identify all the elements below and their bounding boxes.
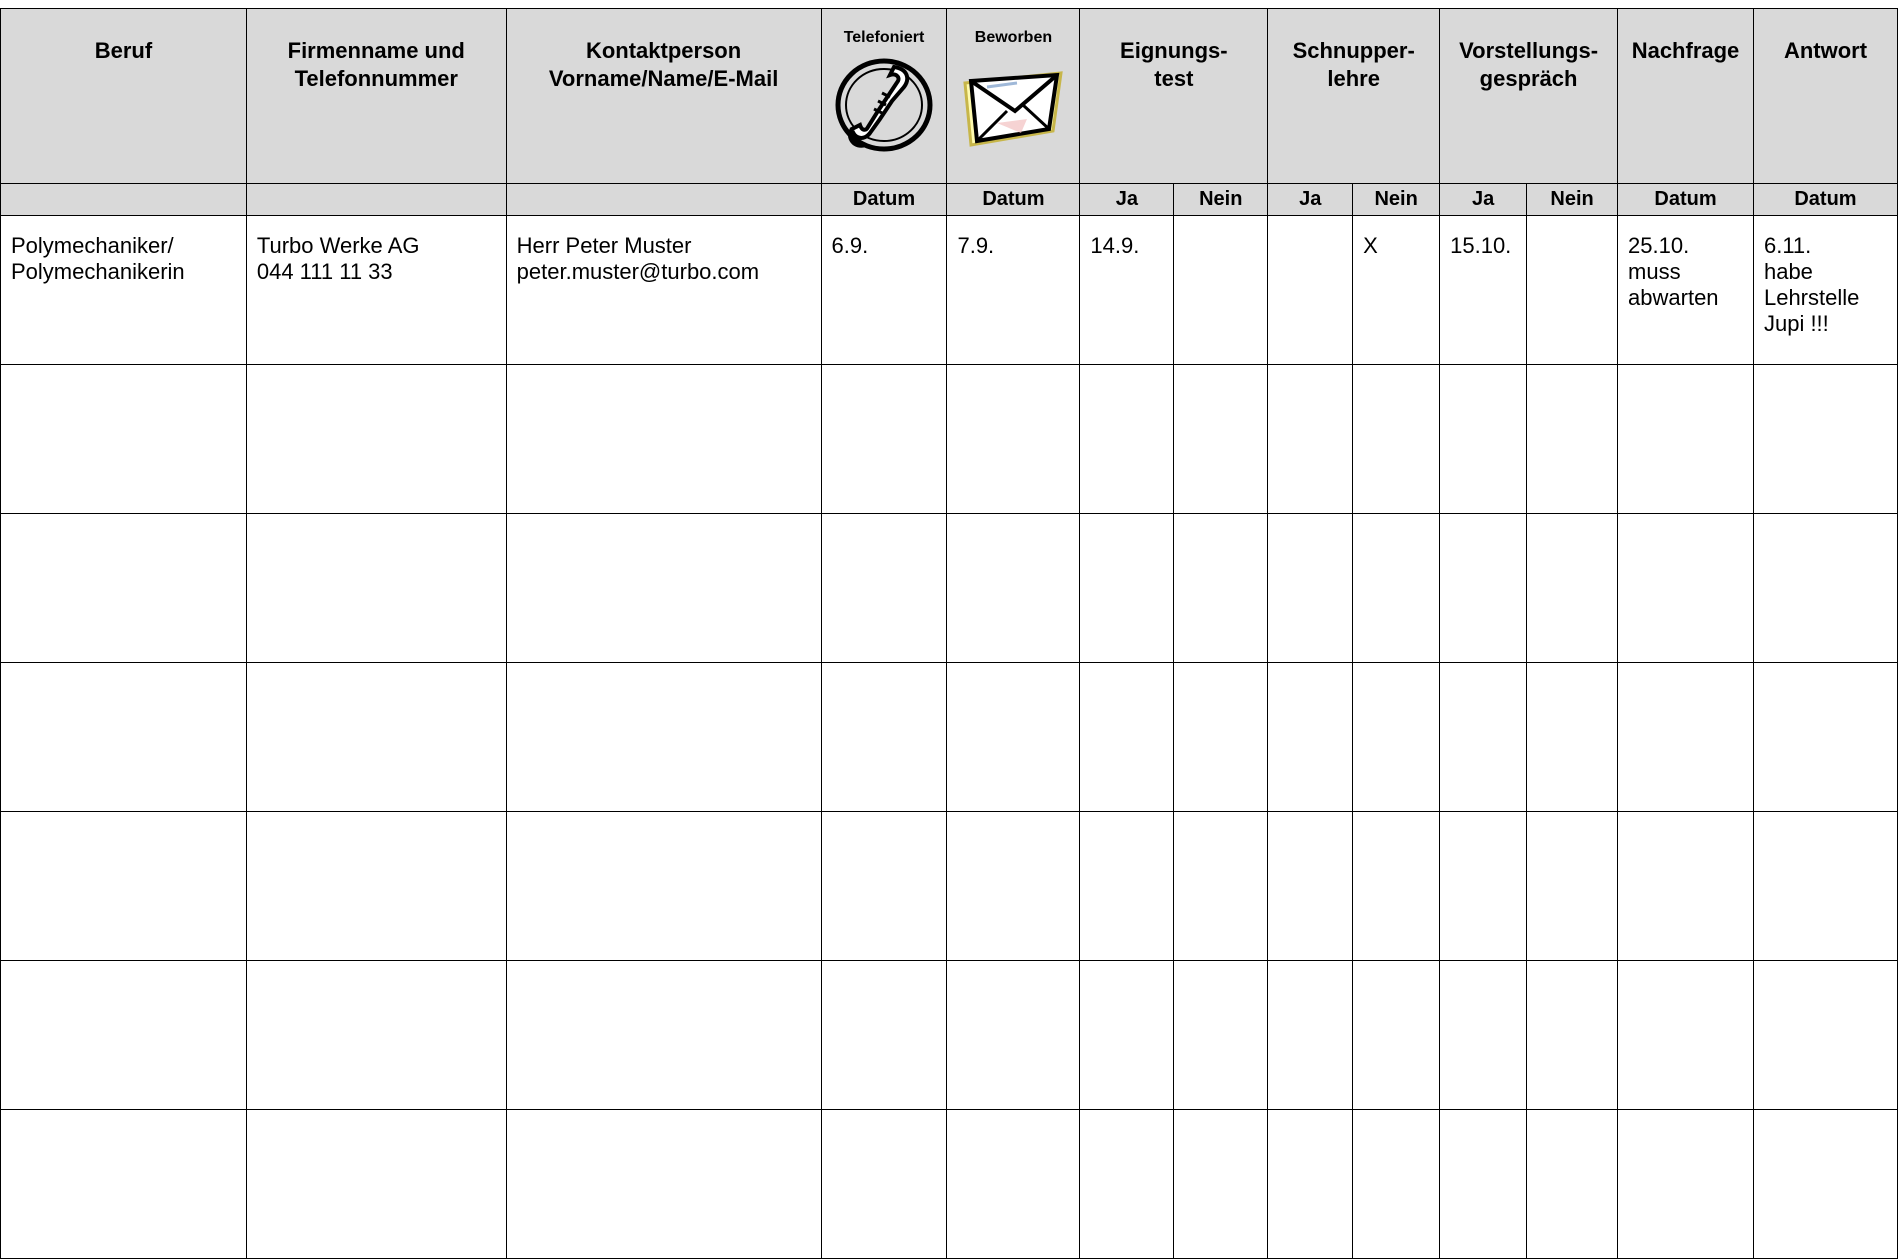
cell-firma[interactable]	[246, 365, 506, 514]
cell-beruf[interactable]	[1, 365, 247, 514]
cell-vorstellung-ja[interactable]	[1440, 1110, 1527, 1259]
cell-telefoniert[interactable]: 6.9.	[821, 216, 947, 365]
subheader-nein: Nein	[1353, 184, 1440, 216]
table-row	[1, 663, 1898, 812]
cell-vorstellung-ja[interactable]: 15.10.	[1440, 216, 1527, 365]
cell-nachfrage[interactable]	[1618, 812, 1754, 961]
cell-beruf[interactable]	[1, 961, 247, 1110]
subheader-datum: Datum	[947, 184, 1080, 216]
subheader-ja: Ja	[1268, 184, 1353, 216]
cell-vorstellung-ja[interactable]	[1440, 961, 1527, 1110]
cell-beworben[interactable]	[947, 1110, 1080, 1259]
cell-beruf[interactable]	[1, 514, 247, 663]
cell-eignung-ja[interactable]	[1080, 961, 1174, 1110]
cell-nachfrage[interactable]	[1618, 663, 1754, 812]
cell-eignung-nein[interactable]	[1174, 514, 1268, 663]
table-row	[1, 812, 1898, 961]
header-eignungstest: Eignungs- test	[1080, 9, 1268, 184]
cell-antwort[interactable]: 6.11. habe Lehrstelle Jupi !!!	[1753, 216, 1897, 365]
envelope-icon	[957, 53, 1069, 153]
cell-eignung-ja[interactable]	[1080, 1110, 1174, 1259]
cell-schnupper-ja[interactable]	[1268, 663, 1353, 812]
cell-antwort[interactable]	[1753, 961, 1897, 1110]
cell-telefoniert[interactable]	[821, 663, 947, 812]
cell-firma[interactable]: Turbo Werke AG 044 111 11 33	[246, 216, 506, 365]
cell-eignung-nein[interactable]	[1174, 365, 1268, 514]
beworben-label: Beworben	[974, 29, 1053, 46]
cell-beworben[interactable]: 7.9.	[947, 216, 1080, 365]
header-schnupperlehre: Schnupper- lehre	[1268, 9, 1440, 184]
application-tracking-table	[0, 8, 1898, 1259]
cell-beworben[interactable]	[947, 663, 1080, 812]
cell-kontakt[interactable]	[506, 1110, 821, 1259]
cell-schnupper-ja[interactable]	[1268, 365, 1353, 514]
cell-firma[interactable]	[246, 812, 506, 961]
cell-antwort[interactable]	[1753, 514, 1897, 663]
cell-vorstellung-ja[interactable]	[1440, 812, 1527, 961]
subheader-empty	[1, 184, 247, 216]
cell-beruf[interactable]	[1, 663, 247, 812]
cell-beruf[interactable]	[1, 1110, 247, 1259]
cell-eignung-ja[interactable]	[1080, 812, 1174, 961]
header-row	[1, 9, 1898, 184]
cell-eignung-nein[interactable]	[1174, 216, 1268, 365]
cell-kontakt[interactable]: Herr Peter Muster peter.muster@turbo.com	[506, 216, 821, 365]
cell-eignung-nein[interactable]	[1174, 812, 1268, 961]
subheader-datum: Datum	[1618, 184, 1754, 216]
cell-vorstellung-nein[interactable]	[1527, 1110, 1618, 1259]
cell-telefoniert[interactable]	[821, 961, 947, 1110]
subheader-ja: Ja	[1440, 184, 1527, 216]
subheader-datum: Datum	[1753, 184, 1897, 216]
cell-kontakt[interactable]	[506, 514, 821, 663]
table-row	[1, 1110, 1898, 1259]
cell-vorstellung-nein[interactable]	[1527, 216, 1618, 365]
cell-firma[interactable]	[246, 663, 506, 812]
cell-kontakt[interactable]	[506, 961, 821, 1110]
cell-schnupper-nein[interactable]	[1353, 812, 1440, 961]
cell-nachfrage[interactable]	[1618, 1110, 1754, 1259]
cell-schnupper-nein[interactable]: X	[1353, 216, 1440, 365]
cell-schnupper-nein[interactable]	[1353, 514, 1440, 663]
header-antwort: Antwort	[1753, 9, 1897, 184]
header-telefoniert	[821, 9, 947, 184]
cell-antwort[interactable]	[1753, 1110, 1897, 1259]
cell-schnupper-nein[interactable]	[1353, 365, 1440, 514]
table-row	[1, 961, 1898, 1110]
header-beworben	[947, 9, 1080, 184]
cell-nachfrage[interactable]	[1618, 365, 1754, 514]
subheader-nein: Nein	[1527, 184, 1618, 216]
cell-schnupper-ja[interactable]	[1268, 514, 1353, 663]
cell-kontakt[interactable]	[506, 663, 821, 812]
cell-vorstellung-nein[interactable]	[1527, 812, 1618, 961]
cell-nachfrage[interactable]	[1618, 514, 1754, 663]
table-row	[1, 514, 1898, 663]
table-row	[1, 365, 1898, 514]
cell-eignung-ja[interactable]	[1080, 663, 1174, 812]
cell-schnupper-nein[interactable]	[1353, 961, 1440, 1110]
cell-vorstellung-nein[interactable]	[1527, 663, 1618, 812]
header-nachfrage: Nachfrage	[1618, 9, 1754, 184]
cell-firma[interactable]	[246, 1110, 506, 1259]
table-row	[1, 216, 1898, 365]
cell-telefoniert[interactable]	[821, 1110, 947, 1259]
cell-eignung-nein[interactable]	[1174, 1110, 1268, 1259]
cell-schnupper-ja[interactable]	[1268, 216, 1353, 365]
cell-vorstellung-ja[interactable]	[1440, 514, 1527, 663]
table-body	[1, 216, 1898, 1259]
subheader-ja: Ja	[1080, 184, 1174, 216]
cell-antwort[interactable]	[1753, 812, 1897, 961]
cell-schnupper-ja[interactable]	[1268, 961, 1353, 1110]
subheader-empty	[246, 184, 506, 216]
cell-schnupper-ja[interactable]	[1268, 812, 1353, 961]
cell-eignung-nein[interactable]	[1174, 663, 1268, 812]
header-kontakt: Kontaktperson Vorname/Name/E-Mail	[506, 9, 821, 184]
cell-telefoniert[interactable]	[821, 365, 947, 514]
cell-beruf[interactable]: Polymechaniker/ Polymechanikerin	[1, 216, 247, 365]
cell-eignung-ja[interactable]	[1080, 514, 1174, 663]
subheader-row	[1, 184, 1898, 216]
cell-beworben[interactable]	[947, 812, 1080, 961]
cell-vorstellung-nein[interactable]	[1527, 961, 1618, 1110]
cell-firma[interactable]	[246, 961, 506, 1110]
cell-schnupper-nein[interactable]	[1353, 1110, 1440, 1259]
cell-firma[interactable]	[246, 514, 506, 663]
cell-kontakt[interactable]	[506, 365, 821, 514]
cell-vorstellung-ja[interactable]	[1440, 663, 1527, 812]
header-beruf: Beruf	[1, 9, 247, 184]
cell-antwort[interactable]	[1753, 663, 1897, 812]
cell-nachfrage[interactable]: 25.10. muss abwarten	[1618, 216, 1754, 365]
cell-beworben[interactable]	[947, 514, 1080, 663]
cell-schnupper-nein[interactable]	[1353, 663, 1440, 812]
subheader-empty	[506, 184, 821, 216]
subheader-nein: Nein	[1174, 184, 1268, 216]
cell-eignung-nein[interactable]	[1174, 961, 1268, 1110]
cell-eignung-ja[interactable]	[1080, 365, 1174, 514]
cell-telefoniert[interactable]	[821, 812, 947, 961]
cell-beworben[interactable]	[947, 365, 1080, 514]
cell-vorstellung-ja[interactable]	[1440, 365, 1527, 514]
header-vorstellungsgespraech: Vorstellungs- gespräch	[1440, 9, 1618, 184]
cell-vorstellung-nein[interactable]	[1527, 514, 1618, 663]
cell-nachfrage[interactable]	[1618, 961, 1754, 1110]
telefoniert-label: Telefoniert	[843, 29, 925, 46]
cell-antwort[interactable]	[1753, 365, 1897, 514]
cell-schnupper-ja[interactable]	[1268, 1110, 1353, 1259]
cell-beworben[interactable]	[947, 961, 1080, 1110]
cell-vorstellung-nein[interactable]	[1527, 365, 1618, 514]
cell-beruf[interactable]	[1, 812, 247, 961]
cell-eignung-ja[interactable]: 14.9.	[1080, 216, 1174, 365]
subheader-datum: Datum	[821, 184, 947, 216]
telephone-icon	[832, 53, 936, 157]
header-firma: Firmenname und Telefonnummer	[246, 9, 506, 184]
cell-telefoniert[interactable]	[821, 514, 947, 663]
cell-kontakt[interactable]	[506, 812, 821, 961]
